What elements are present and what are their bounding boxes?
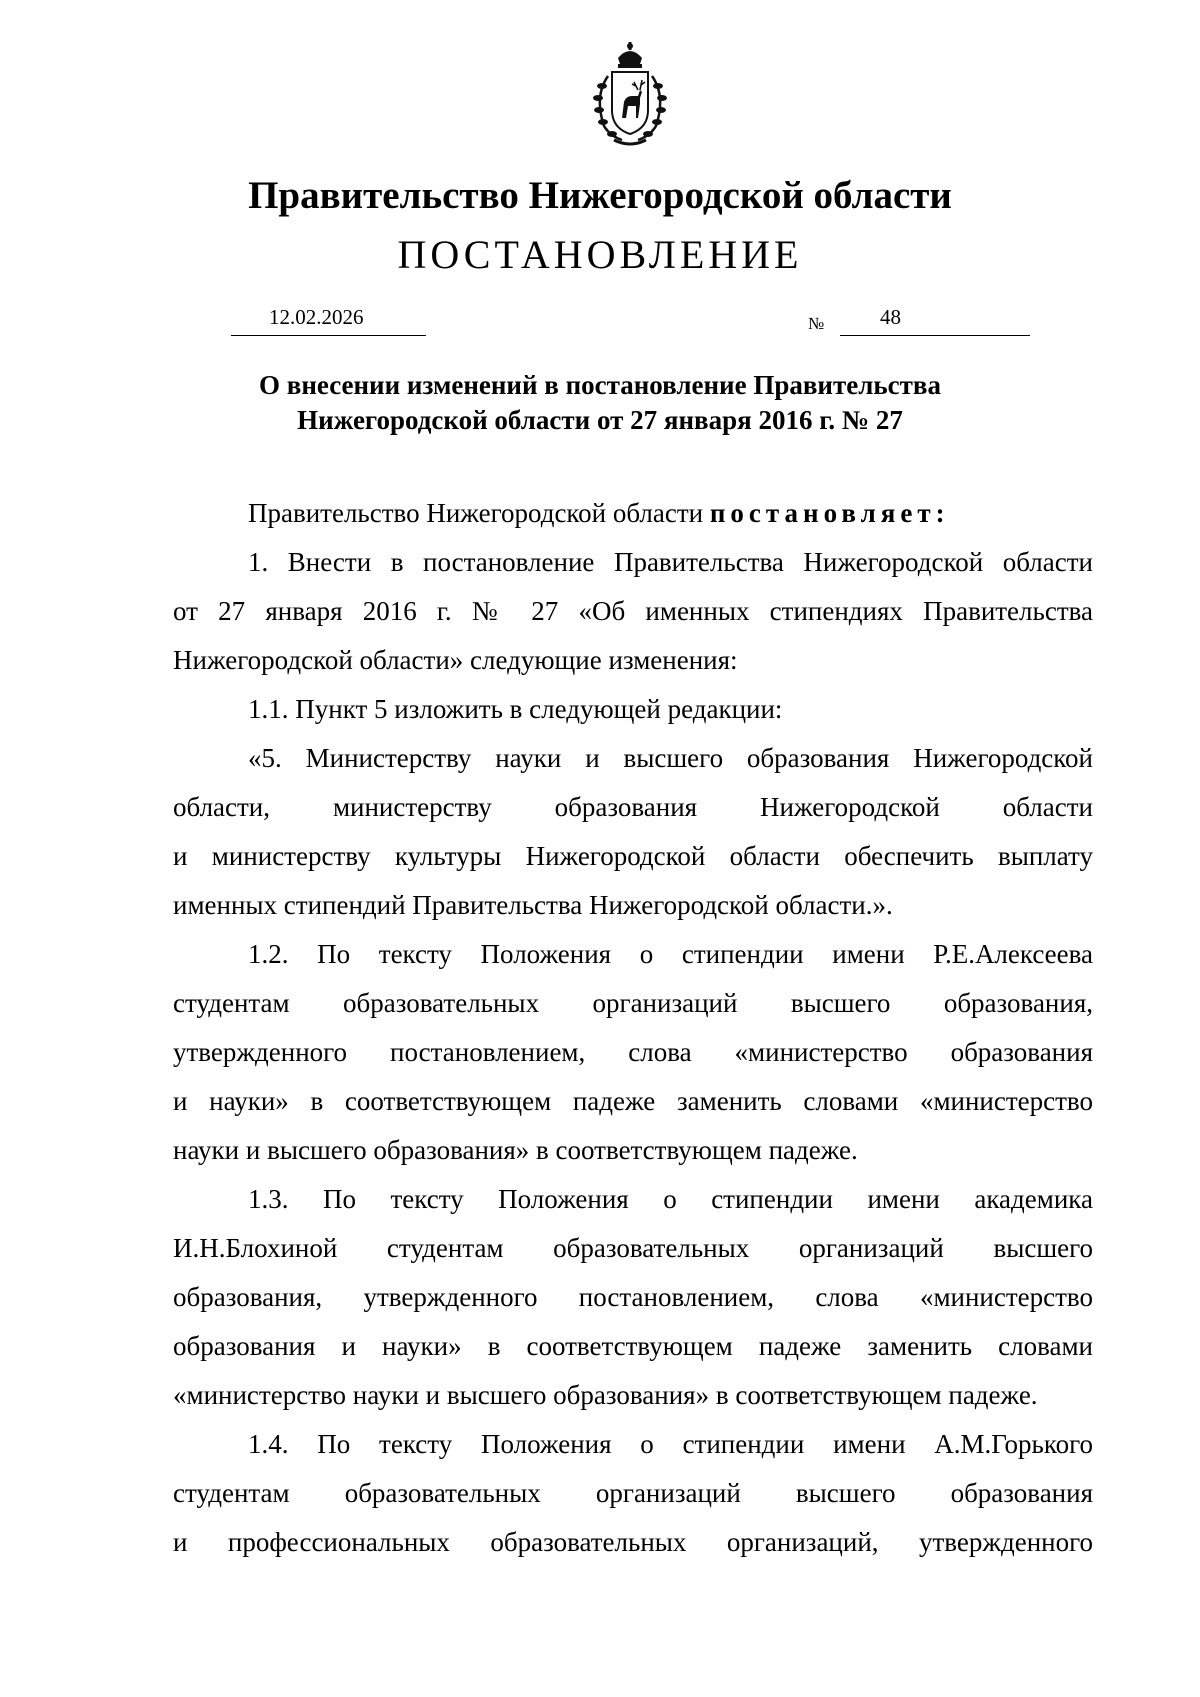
date-field [231, 303, 426, 336]
text-line: студентам образовательных организаций высшего образования, [173, 988, 1093, 1018]
document-number: 48 [880, 305, 901, 329]
document-body [173, 489, 1093, 1567]
paragraph-1 [173, 538, 1093, 685]
text-line: 1.3. По тексту Положения о стипендии имени академика [248, 1184, 1093, 1214]
text-line: утвержденного постановлением, слова «министерство образования [173, 1037, 1093, 1067]
text-line: «министерство науки и высшего образования» в соответствующем падеже. [173, 1380, 1038, 1410]
paragraph-1-4 [173, 1420, 1093, 1567]
intro-paragraph [173, 489, 1093, 538]
paragraph-1-1: 1.1. Пункт 5 изложить в следующей редакции: [248, 694, 783, 724]
text-line: Нижегородской области» следующие изменения: [173, 645, 738, 675]
intro-action: постановляет: [709, 498, 950, 528]
text-line: студентам образовательных организаций высшего образования [173, 1478, 1093, 1508]
subject-line: Нижегородской области от 27 января 2016 г. № 27 [297, 405, 903, 435]
text-line: и министерству культуры Нижегородской области обеспечить выплату [173, 841, 1093, 871]
text-line: «5. Министерству науки и высшего образования Нижегородской [248, 743, 1093, 773]
text-line: от 27 января 2016 г. № 27 «Об именных стипендиях Правительства [173, 596, 1093, 626]
text-line: науки и высшего образования» в соответствующем падеже. [173, 1135, 858, 1165]
document-subject [0, 368, 1200, 438]
number-field [840, 303, 1030, 336]
subject-line: О внесении изменений в постановление Правительства [259, 370, 941, 400]
text-line: именных стипендий Правительства Нижегородской области.». [173, 890, 893, 920]
text-line: 1.4. По тексту Положения о стипендии имени А.М.Горького [248, 1429, 1093, 1459]
text-line: образования и науки» в соответствующем падеже заменить словами [173, 1331, 1093, 1361]
government-title: Правительство Нижегородской области [248, 174, 952, 217]
text-line: 1. Внести в постановление Правительства Нижегородской области [248, 547, 1093, 577]
text-line: образования, утвержденного постановлением, слова «министерство [173, 1282, 1093, 1312]
text-line: И.Н.Блохиной студентам образовательных организаций высшего [173, 1233, 1093, 1263]
coat-of-arms-icon [570, 40, 690, 150]
text-line: области, министерству образования Нижегородской области [173, 792, 1093, 822]
text-line: 1.2. По тексту Положения о стипендии имени Р.Е.Алексеева [248, 939, 1093, 969]
text-line: и науки» в соответствующем падеже заменить словами «министерство [173, 1086, 1093, 1116]
document-date: 12.02.2026 [269, 305, 364, 329]
paragraph-5-quote [173, 734, 1093, 930]
text-line: и профессиональных образовательных организаций, утвержденного [173, 1527, 1093, 1557]
document-type: ПОСТАНОВЛЕНИЕ [397, 232, 803, 277]
number-sign: № [808, 314, 825, 333]
paragraph-1-3 [173, 1175, 1093, 1420]
paragraph-1-2 [173, 930, 1093, 1175]
intro-prefix: Правительство Нижегородской области [248, 498, 704, 528]
